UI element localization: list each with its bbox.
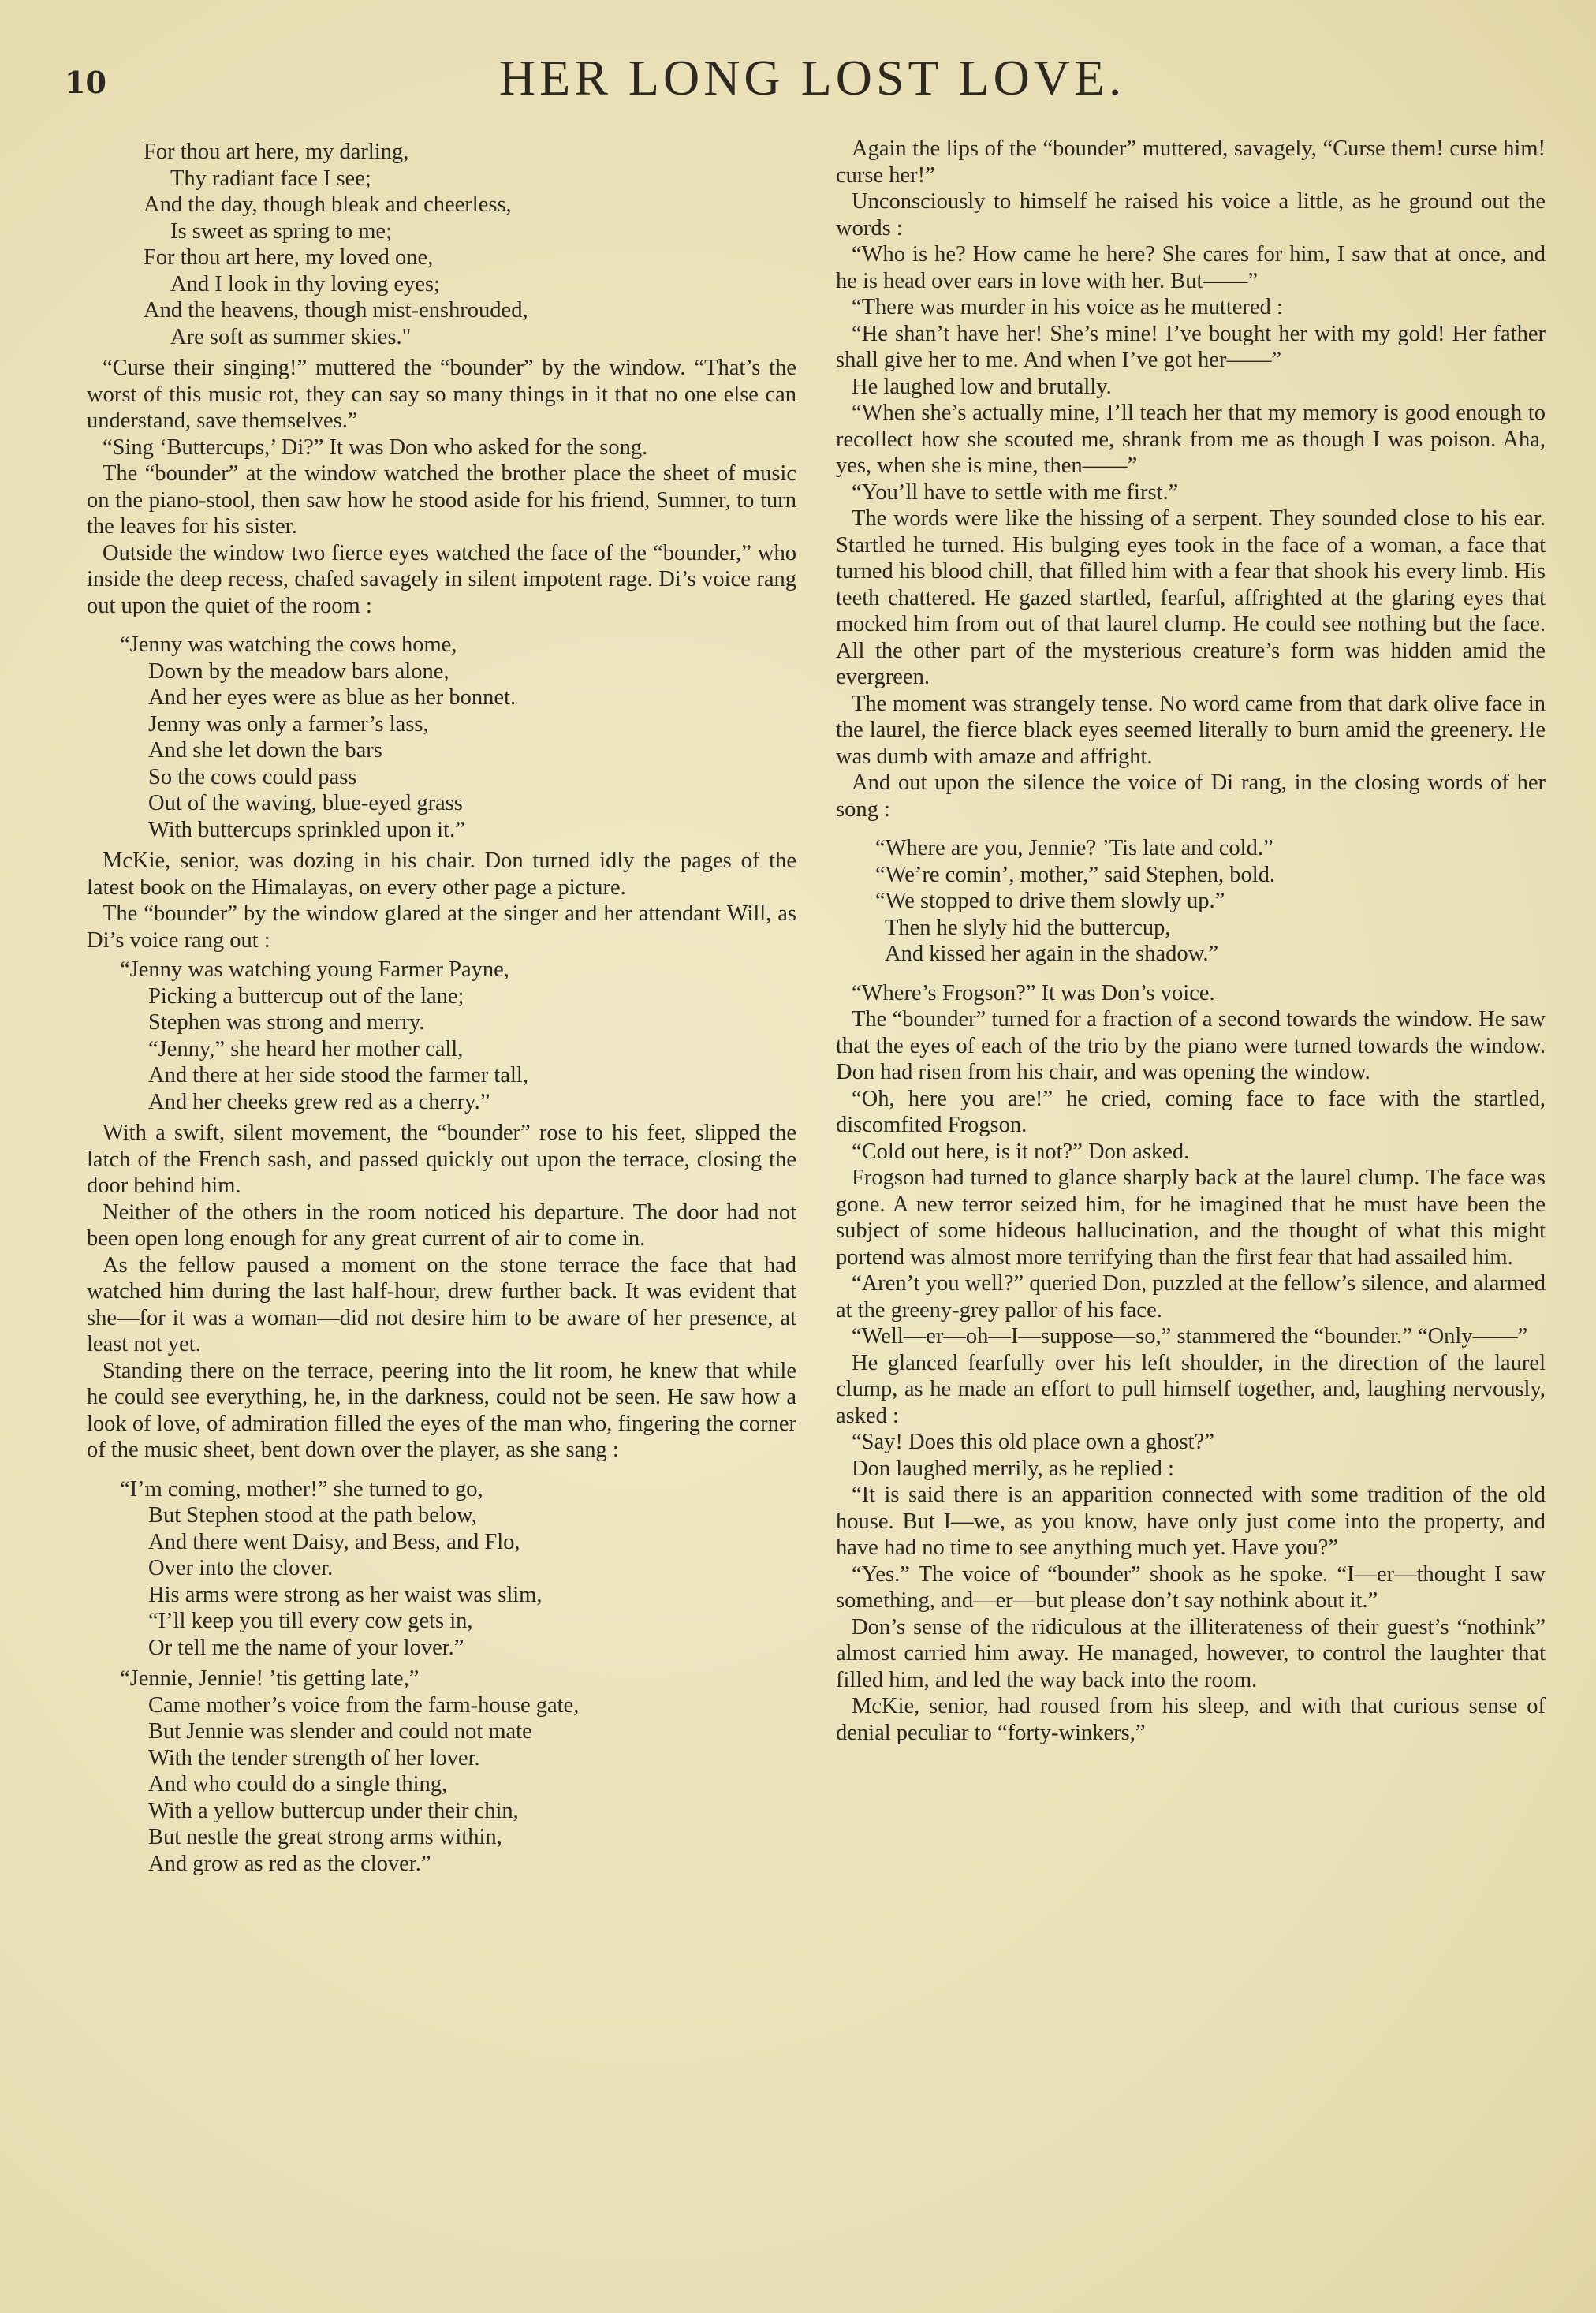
verse-line: “Jenny was watching young Farmer Payne, [120,957,509,982]
verse-line: And I look in thy loving eyes; [170,271,440,297]
paragraph: “Yes.” The voice of “bounder” shook as he spoke. “I—er—thought I saw something, and—er—but please don’t say nothink about it.” [836,1561,1546,1613]
verse-line: For thou art here, my darling, [144,140,409,164]
verse-line: Picking a buttercup out of the lane; [148,983,464,1009]
paragraph: “Curse their singing!” muttered the “bounder” by the window. “That’s the worst of this music rot, they can say so many things in it that no one else can understand, save themselves.” [87,356,796,433]
paragraph: “Where’s Frogson?” It was Don’s voice. [852,980,1215,1005]
verse-line: Jenny was only a farmer’s lass, [148,711,429,737]
paragraph: As the fellow paused a moment on the stone terrace the face that had watched him during the last half-hour, drew further back. It was evident that she—for it was a woman—did not desire him to be aware of her presence, at least not yet. [87,1252,796,1356]
verse-line: And kissed her again in the shadow.” [885,942,1219,966]
verse-line: “I’ll keep you till every cow gets in, [148,1609,473,1633]
paragraph: He laughed low and brutally. [852,374,1112,399]
verse-line: “Jenny was watching the cows home, [120,632,457,657]
paragraph: “Well—er—oh—I—suppose—so,” stammered the “bounder.” “Only——” [852,1324,1528,1349]
verse-line: Thy radiant face I see; [170,166,371,191]
verse-line: With buttercups sprinkled upon it.” [148,817,465,842]
verse-line: Are soft as summer skies." [170,324,412,349]
paragraph: He glanced fearfully over his left shoulder, in the direction of the laurel clump, as he made an effort to pull himself together, and, laughing nervously, asked : [836,1350,1546,1428]
verse-line: So the cows could pass [148,764,357,789]
paragraph: And out upon the silence the voice of Di rang, in the closing words of her song : [836,770,1546,822]
verse-line: And the heavens, though mist-enshrouded, [144,298,528,323]
paragraph: The “bounder” turned for a fraction of a second towards the window. He saw that the eyes of each of the trio by the piano were turned towards the window. Don had risen from his chair, and was opening the window. [836,1007,1546,1084]
paragraph: “There was murder in his voice as he muttered : [852,295,1283,319]
song-stanza [836,835,1546,968]
paragraph: “Say! Does this old place own a ghost?” [852,1430,1214,1454]
verse-line: “I’m coming, mother!” she turned to go, [120,1476,483,1502]
page-header [47,32,1577,118]
paragraph: Frogson had turned to glance sharply back at the laurel clump. The face was gone. A new terror seized him, for he imagined that he must have been the subject of some hideous hallucination, and the thought of what this might portend was almost more terrifying than the first fear that had assailed him. [836,1166,1546,1270]
page-number: 10 [65,65,106,100]
verse-line: But Stephen stood at the path below, [148,1503,477,1528]
poem-stanza [87,139,796,350]
verse-line: “We’re comin’, mother,” said Stephen, bold. [875,862,1276,887]
verse-line: Came mother’s voice from the farm-house gate, [148,1692,580,1718]
verse-line: His arms were strong as her waist was slim, [148,1582,543,1607]
page-title: HER LONG LOST LOVE. [498,50,1126,106]
paragraph: “Aren’t you well?” queried Don, puzzled at the fellow’s silence, and alarmed at the greeny-grey pallor of his face. [836,1271,1546,1323]
verse-line: With a yellow buttercup under their chin, [148,1798,519,1823]
verse-line: And her cheeks grew red as a cherry.” [148,1089,490,1114]
paragraph: The “bounder” at the window watched the brother place the sheet of music on the piano-stool, then saw how he stood aside for his friend, Sumner, to turn the leaves for his sister. [87,461,796,539]
verse-line: “We stopped to drive them slowly up.” [875,889,1225,913]
verse-line: Stephen was strong and merry. [148,1010,425,1035]
paragraph: “When she’s actually mine, I’ll teach her that my memory is good enough to recollect how she scouted me, shrank from me as though I was poison. Aha, yes, when she is mine, then——” [836,401,1546,478]
verse-line: And there went Daisy, and Bess, and Flo, [148,1529,520,1554]
paragraph: Don’s sense of the ridiculous at the illiterateness of their guest’s “nothink” almost carried him away. He managed, however, to control the laughter that filled him, and led the way back into the room. [836,1614,1546,1692]
paragraph: “Oh, here you are!” he cried, coming face to face with the startled, discomfited Frogson. [836,1086,1546,1137]
left-column [87,136,796,1882]
paragraph: “Cold out here, is it not?” Don asked. [852,1139,1190,1164]
paragraph: Unconsciously to himself he raised his voice a little, as he ground out the words : [836,189,1546,241]
paragraph: “It is said there is an apparition connected with some tradition of the old house. But I—we, as you know, have only just come into the property, and have had no time to see anything much yet. Have you?” [836,1483,1546,1560]
song-stanza [87,632,796,843]
verse-line: And her eyes were as blue as her bonnet. [148,685,516,710]
verse-line: “Jennie, Jennie! ’tis getting late,” [120,1666,420,1691]
verse-line: But nestle the great strong arms within, [148,1825,502,1849]
paragraph: McKie, senior, had roused from his sleep, and with that curious sense of denial peculiar to “forty-winkers,” [836,1694,1546,1745]
verse-line: And there at her side stood the farmer tall, [148,1063,528,1087]
verse-line: Is sweet as spring to me; [170,218,392,244]
verse-line: Down by the meadow bars alone, [148,658,449,684]
paragraph: With a swift, silent movement, the “bounder” rose to his feet, slipped the latch of the French sash, and passed quickly out upon the terrace, closing the door behind him. [87,1121,796,1198]
verse-line: And grow as red as the clover.” [148,1851,431,1876]
verse-line: And who could do a single thing, [148,1772,448,1796]
verse-line: For thou art here, my loved one, [144,245,434,270]
paragraph: “Sing ‘Buttercups,’ Di?” It was Don who asked for the song. [103,435,648,460]
paragraph: Outside the window two fierce eyes watched the face of the “bounder,” who inside the deep recess, chafed savagely in silent impotent rage. Di’s voice rang out upon the quiet of the room : [87,540,796,618]
verse-line: And she let down the bars [148,738,382,763]
verse-line: But Jennie was slender and could not mate [148,1719,532,1744]
verse-line: “Jenny,” she heard her mother call, [148,1036,464,1061]
right-column [836,136,1546,1746]
verse-line: Then he slyly hid the buttercup, [885,915,1171,940]
paragraph: The moment was strangely tense. No word came from that dark olive face in the laurel, the fierce black eyes seemed literally to burn amid the greenery. He was dumb with amaze and affright. [836,691,1546,769]
paragraph: The “bounder” by the window glared at the singer and her attendant Will, as Di’s voice rang out : [87,901,796,953]
verse-line: With the tender strength of her lover. [148,1745,480,1770]
paragraph: Standing there on the terrace, peering into the lit room, he knew that while he could see everything, he, in the darkness, could not be seen. He saw how a look of love, of admiration filled the eyes of the man who, fingering the corner of the music sheet, bent down over the player, as she sang : [87,1358,796,1462]
paragraph: “You’ll have to settle with me first.” [852,479,1179,505]
verse-line: Out of the waving, blue-eyed grass [148,791,463,815]
verse-line: “Where are you, Jennie? ’Tis late and cold.” [875,836,1273,860]
paragraph: “He shan’t have her! She’s mine! I’ve bought her with my gold! Her father shall give her to me. And when I’ve got her——” [836,321,1546,372]
verse-line: Or tell me the name of your lover.” [148,1635,464,1660]
paragraph: Again the lips of the “bounder” muttered, savagely, “Curse them! curse him! curse her!” [836,136,1546,188]
verse-line: Over into the clover. [148,1556,334,1580]
song-stanza [87,957,796,1115]
paragraph: Neither of the others in the room noticed his departure. The door had not been open long enough for any great current of air to come in. [87,1199,796,1251]
paragraph: McKie, senior, was dozing in his chair. Don turned idly the pages of the latest book on the Himalayas, on every other page a picture. [87,849,796,900]
song-stanza [87,1666,796,1877]
song-stanza [87,1476,796,1662]
paragraph: The words were like the hissing of a serpent. They sounded close to his ear. Startled he turned. His bulging eyes took in the face of a woman, a face that turned his blood chill, that filled him with a fear that shook his every limb. His teeth chattered. He gazed startled, fearful, affrighted at the glaring eyes that mocked him from out of that laurel clump. He could see nothing but the face. All the other part of the mysterious creature’s form was hidden amid the evergreen. [836,506,1546,689]
verse-line: And the day, though bleak and cheerless, [144,192,512,217]
paragraph: “Who is he? How came he here? She cares for him, I saw that at once, and he is head over ears in love with her. But——” [836,242,1546,293]
paragraph: Don laughed merrily, as he replied : [852,1456,1174,1481]
